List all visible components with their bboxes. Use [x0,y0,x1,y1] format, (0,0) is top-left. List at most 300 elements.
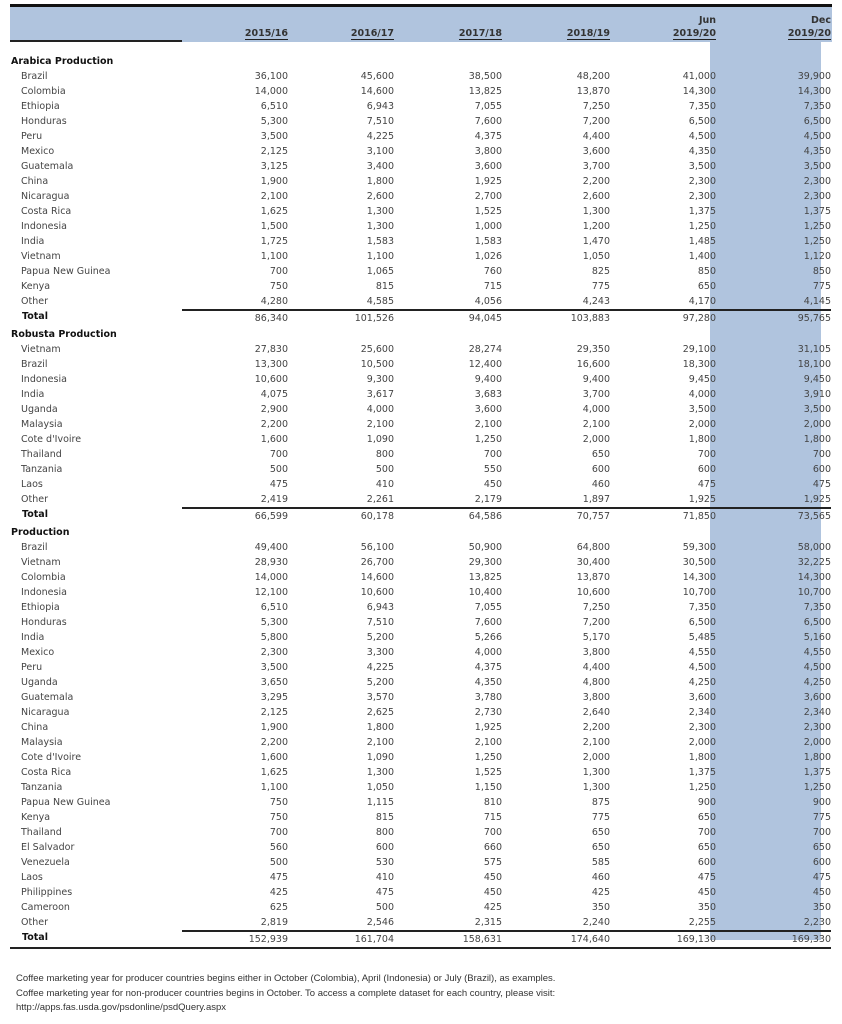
cell-value: 1,470 [582,236,610,247]
cell-value: 1,800 [803,752,831,763]
cell-value: 4,000 [366,404,394,415]
table-row [10,477,832,492]
cell-value: 10,400 [468,587,502,598]
cell-value: 41,000 [682,71,716,82]
country-name: Malaysia [21,737,63,748]
cell-value: 7,055 [474,602,502,613]
cell-value: 700 [812,449,831,460]
cell-value: 2,100 [582,419,610,430]
table-body [10,54,832,948]
country-name: Laos [21,872,43,883]
cell-value: 700 [483,449,502,460]
cell-value: 775 [591,812,610,823]
cell-value: 45,600 [360,71,394,82]
cell-value: 7,350 [803,101,831,112]
cell-value: 450 [483,887,502,898]
table-row [10,645,832,660]
cell-value: 2,300 [803,191,831,202]
cell-value: 9,450 [688,374,716,385]
cell-value: 3,910 [803,389,831,400]
cell-value: 66,599 [254,511,288,522]
cell-value: 2,000 [688,419,716,430]
cell-value: 10,700 [797,587,831,598]
cell-value: 161,704 [354,934,394,945]
cell-value: 4,280 [260,296,288,307]
cell-value: 3,570 [366,692,394,703]
cell-value: 2,125 [260,707,288,718]
cell-value: 6,500 [803,617,831,628]
table-row [10,795,832,810]
cell-value: 86,340 [254,313,288,324]
cell-value: 800 [375,827,394,838]
cell-value: 3,780 [474,692,502,703]
country-name: India [21,632,45,643]
table-row [10,387,832,402]
cell-value: 700 [697,449,716,460]
country-name: China [21,722,49,733]
cell-value: 1,026 [474,251,502,262]
country-name: Nicaragua [21,707,70,718]
cell-value: 715 [483,812,502,823]
table-row [10,144,832,159]
cell-value: 1,583 [366,236,394,247]
column-header [290,27,394,40]
cell-value: 7,250 [582,101,610,112]
cell-value: 169,330 [791,934,831,945]
cell-value: 1,583 [474,236,502,247]
cell-value: 500 [375,464,394,475]
cell-value: 13,825 [468,86,502,97]
country-name: Mexico [21,146,55,157]
cell-value: 1,725 [260,236,288,247]
cell-value: 10,600 [576,587,610,598]
cell-value: 1,065 [366,266,394,277]
cell-value: 3,300 [366,647,394,658]
table-row [10,189,832,204]
cell-value: 1,100 [260,251,288,262]
cell-value: 475 [697,872,716,883]
cell-value: 4,500 [688,131,716,142]
cell-value: 1,050 [366,782,394,793]
country-name: Colombia [21,86,66,97]
cell-value: 12,400 [468,359,502,370]
section-header [10,327,832,342]
table-row [10,174,832,189]
cell-value: 5,160 [803,632,831,643]
country-name: Indonesia [21,221,67,232]
cell-value: 5,300 [260,116,288,127]
cell-value: 60,178 [360,511,394,522]
cell-value: 4,000 [582,404,610,415]
cell-value: 1,300 [582,767,610,778]
cell-value: 2,300 [688,176,716,187]
column-header-top: Dec [811,15,831,26]
country-name: Indonesia [21,587,67,598]
cell-value: 6,510 [260,602,288,613]
table-row [10,99,832,114]
column-header-bottom: 2019/20 [787,28,831,39]
cell-value: 7,200 [582,116,610,127]
cell-value: 4,243 [582,296,610,307]
cell-value: 1,900 [260,722,288,733]
table-row [10,294,832,309]
cell-value: 1,400 [688,251,716,262]
cell-value: 29,350 [576,344,610,355]
cell-value: 2,200 [582,176,610,187]
cell-value: 4,250 [688,677,716,688]
cell-value: 1,200 [582,221,610,232]
cell-value: 169,130 [676,934,716,945]
table-row [10,432,832,447]
cell-value: 1,250 [688,221,716,232]
cell-value: 14,300 [797,86,831,97]
cell-value: 700 [269,266,288,277]
country-name: Brazil [21,359,48,370]
country-name: Cote d'Ivoire [21,752,82,763]
cell-value: 810 [483,797,502,808]
cell-value: 9,450 [803,374,831,385]
cell-value: 3,700 [582,389,610,400]
column-header-bottom: 2019/20 [672,28,716,39]
cell-value: 14,600 [360,572,394,583]
cell-value: 7,250 [582,602,610,613]
country-name: Tanzania [21,464,63,475]
cell-value: 2,200 [260,737,288,748]
country-name: Other [21,296,48,307]
cell-value: 3,800 [582,692,610,703]
table-row [10,204,832,219]
cell-value: 2,200 [582,722,610,733]
table-row [10,159,832,174]
country-name: Papua New Guinea [21,266,111,277]
cell-value: 3,700 [582,161,610,172]
cell-value: 1,300 [366,767,394,778]
cell-value: 1,250 [803,221,831,232]
country-name: Venezuela [21,857,70,868]
cell-value: 4,145 [803,296,831,307]
cell-value: 3,650 [260,677,288,688]
cell-value: 600 [697,464,716,475]
cell-value: 95,765 [797,313,831,324]
cell-value: 3,500 [688,404,716,415]
cell-value: 2,255 [688,917,716,928]
country-name: Mexico [21,647,55,658]
cell-value: 7,510 [366,116,394,127]
cell-value: 6,500 [688,617,716,628]
cell-value: 14,300 [797,572,831,583]
country-name: Peru [21,131,43,142]
cell-value: 2,240 [582,917,610,928]
country-name: Philippines [21,887,73,898]
cell-value: 10,600 [360,587,394,598]
cell-value: 4,500 [803,131,831,142]
cell-value: 2,100 [474,737,502,748]
cell-value: 59,300 [682,542,716,553]
table-row [10,885,832,900]
total-row [10,507,832,525]
cell-value: 2,230 [803,917,831,928]
cell-value: 530 [375,857,394,868]
cell-value: 13,300 [254,359,288,370]
cell-value: 4,225 [366,662,394,673]
cell-value: 700 [269,827,288,838]
cell-value: 5,200 [366,677,394,688]
table-row [10,540,832,555]
cell-value: 2,000 [582,752,610,763]
cell-value: 825 [591,266,610,277]
country-name: Papua New Guinea [21,797,111,808]
cell-value: 1,050 [582,251,610,262]
cell-value: 2,300 [688,722,716,733]
cell-value: 2,100 [474,419,502,430]
cell-value: 174,640 [570,934,610,945]
cell-value: 4,170 [688,296,716,307]
table-row [10,735,832,750]
cell-value: 158,631 [462,934,502,945]
table-row [10,810,832,825]
country-name: Laos [21,479,43,490]
cell-value: 700 [269,449,288,460]
cell-value: 3,295 [260,692,288,703]
table-row [10,279,832,294]
cell-value: 3,500 [803,161,831,172]
country-name: El Salvador [21,842,75,853]
cell-value: 475 [812,479,831,490]
cell-value: 6,943 [366,602,394,613]
table-row [10,720,832,735]
table-row [10,402,832,417]
country-name: Thailand [21,827,62,838]
cell-value: 750 [269,281,288,292]
cell-value: 550 [483,464,502,475]
cell-value: 2,300 [688,191,716,202]
table-row [10,825,832,840]
cell-value: 585 [591,857,610,868]
cell-value: 58,000 [797,542,831,553]
table-row [10,234,832,249]
cell-value: 450 [483,479,502,490]
country-name: Uganda [21,677,58,688]
coffee-production-table [10,0,832,948]
cell-value: 2,300 [803,722,831,733]
cell-value: 4,400 [582,131,610,142]
cell-value: 475 [269,479,288,490]
cell-value: 3,100 [366,146,394,157]
cell-value: 1,250 [803,236,831,247]
table-row [10,660,832,675]
table-row [10,780,832,795]
cell-value: 1,300 [366,206,394,217]
cell-value: 1,800 [366,176,394,187]
country-name: China [21,176,49,187]
column-header-bottom: 2015/16 [244,28,288,39]
total-label: Total [22,509,48,520]
cell-value: 4,550 [688,647,716,658]
header-label-underline [10,40,182,42]
cell-value: 14,600 [360,86,394,97]
cell-value: 800 [375,449,394,460]
total-row [10,930,832,948]
cell-value: 50,900 [468,542,502,553]
cell-value: 6,943 [366,101,394,112]
cell-value: 600 [591,464,610,475]
cell-value: 1,800 [688,752,716,763]
table-row [10,555,832,570]
cell-value: 1,600 [260,752,288,763]
cell-value: 1,150 [474,782,502,793]
section-header [10,525,832,540]
cell-value: 1,375 [803,767,831,778]
cell-value: 4,350 [474,677,502,688]
cell-value: 2,700 [474,191,502,202]
cell-value: 4,056 [474,296,502,307]
table-row [10,705,832,720]
cell-value: 350 [812,902,831,913]
table-row [10,417,832,432]
cell-value: 70,757 [576,511,610,522]
table-header [10,4,832,42]
cell-value: 5,485 [688,632,716,643]
cell-value: 850 [697,266,716,277]
cell-value: 1,900 [260,176,288,187]
cell-value: 39,900 [797,71,831,82]
cell-value: 30,400 [576,557,610,568]
cell-value: 2,546 [366,917,394,928]
cell-value: 1,250 [803,782,831,793]
cell-value: 71,850 [682,511,716,522]
cell-value: 2,625 [366,707,394,718]
cell-value: 3,500 [260,662,288,673]
column-header [502,27,610,40]
cell-value: 2,819 [260,917,288,928]
cell-value: 3,600 [474,161,502,172]
cell-value: 36,100 [254,71,288,82]
cell-value: 700 [697,827,716,838]
cell-value: 1,800 [688,434,716,445]
cell-value: 2,600 [366,191,394,202]
cell-value: 1,800 [803,434,831,445]
country-name: Peru [21,662,43,673]
cell-value: 2,640 [582,707,610,718]
cell-value: 7,055 [474,101,502,112]
cell-value: 31,105 [797,344,831,355]
cell-value: 1,800 [366,722,394,733]
cell-value: 9,400 [474,374,502,385]
cell-value: 12,100 [254,587,288,598]
cell-value: 2,100 [366,737,394,748]
cell-value: 425 [483,902,502,913]
cell-value: 5,800 [260,632,288,643]
cell-value: 350 [591,902,610,913]
cell-value: 425 [269,887,288,898]
country-name: Vietnam [21,557,61,568]
cell-value: 700 [483,827,502,838]
country-name: Malaysia [21,419,63,430]
cell-value: 1,100 [366,251,394,262]
cell-value: 600 [697,857,716,868]
cell-value: 775 [812,281,831,292]
cell-value: 1,485 [688,236,716,247]
cell-value: 1,925 [803,494,831,505]
cell-value: 450 [697,887,716,898]
footnote-link[interactable]: http://apps.fas.usda.gov/psdonline/psdQuery.aspx [16,1002,227,1013]
cell-value: 2,125 [260,146,288,157]
cell-value: 13,870 [576,572,610,583]
cell-value: 4,075 [260,389,288,400]
cell-value: 1,250 [474,752,502,763]
cell-value: 2,261 [366,494,394,505]
total-label: Total [22,311,48,322]
cell-value: 5,300 [260,617,288,628]
table-row [10,600,832,615]
cell-value: 450 [483,872,502,883]
cell-value: 1,600 [260,434,288,445]
cell-value: 4,350 [688,146,716,157]
cell-value: 4,000 [688,389,716,400]
cell-value: 460 [591,479,610,490]
cell-value: 1,897 [582,494,610,505]
country-name: Cameroon [21,902,70,913]
cell-value: 850 [812,266,831,277]
cell-value: 25,600 [360,344,394,355]
cell-value: 500 [269,857,288,868]
footnote: Coffee marketing year for producer countries begins either in October (Colombia), April (Indonesia) or July (Brazil), as examples. [16,973,556,984]
country-name: Ethiopia [21,101,60,112]
column-header-bottom: 2017/18 [458,28,502,39]
cell-value: 900 [697,797,716,808]
cell-value: 4,500 [803,662,831,673]
country-name: Costa Rica [21,767,72,778]
cell-value: 475 [375,887,394,898]
footnotes [16,972,555,1016]
country-name: Guatemala [21,692,74,703]
country-name: Brazil [21,542,48,553]
cell-value: 14,300 [682,86,716,97]
cell-value: 750 [269,812,288,823]
cell-value: 32,225 [797,557,831,568]
table-row [10,342,832,357]
cell-value: 625 [269,902,288,913]
cell-value: 10,600 [254,374,288,385]
section-title: Production [11,527,70,538]
cell-value: 560 [269,842,288,853]
table-row [10,447,832,462]
column-header-bottom: 2016/17 [350,28,394,39]
cell-value: 4,585 [366,296,394,307]
cell-value: 1,250 [688,782,716,793]
cell-value: 900 [812,797,831,808]
country-name: Thailand [21,449,62,460]
country-name: Guatemala [21,161,74,172]
cell-value: 425 [591,887,610,898]
table-row [10,870,832,885]
table-row [10,84,832,99]
cell-value: 56,100 [360,542,394,553]
cell-value: 750 [269,797,288,808]
cell-value: 2,000 [803,737,831,748]
country-name: Colombia [21,572,66,583]
cell-value: 1,525 [474,206,502,217]
cell-value: 650 [812,842,831,853]
cell-value: 1,090 [366,752,394,763]
cell-value: 6,500 [688,116,716,127]
cell-value: 26,700 [360,557,394,568]
cell-value: 3,800 [474,146,502,157]
cell-value: 2,100 [260,191,288,202]
cell-value: 410 [375,479,394,490]
country-name: Honduras [21,116,67,127]
cell-value: 1,115 [366,797,394,808]
